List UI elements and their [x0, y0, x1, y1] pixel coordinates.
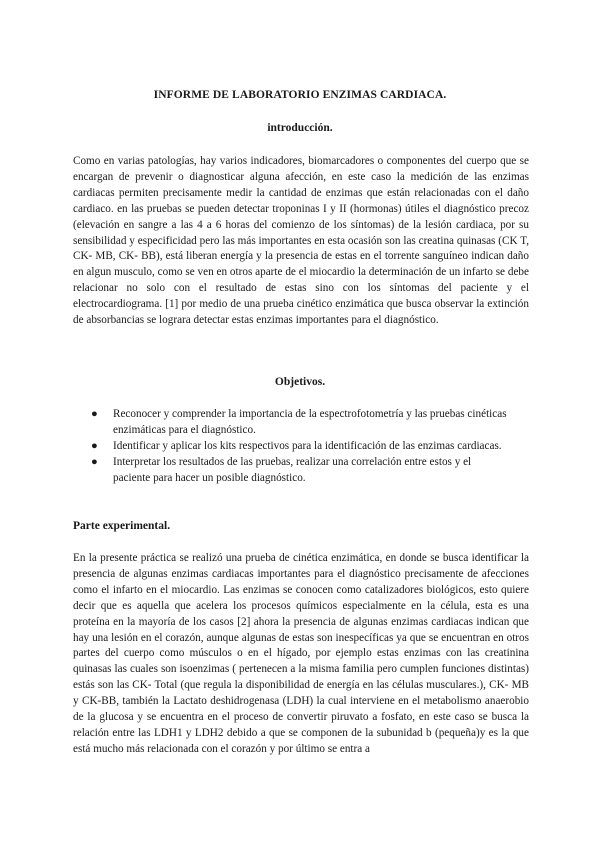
introduction-paragraph: Como en varias patologías, hay varios indicadores, biomarcadores o componentes del cuerpo que se encargan de prevenir o diagnosticar alguna afección, en este caso la medición de las enzimas cardiacas permiten precisamente medir la cantidad de enzimas que están relacionadas con el daño cardiaco. en las pruebas se pueden detectar troponinas I y II (hormonas) útiles el diagnóstico precoz (elevación en sangre a las 4 a 6 horas del comienzo de los síntomas) de la lesión cardiaca, por su sensibilidad y especificidad pero las más importantes en esta ocasión son las creatina quinasas (CK T, CK- MB, CK- BB), está liberan energía y la presencia de estas en el torrente sanguíneo indican daño en algun musculo, como se ven en otros aparte de el miocardio la determinación de un infarto se debe relacionar no solo con el resultado de estas sino con los síntomas del paciente y el electrocardiograma. [1] por medio de una prueba cinético enzimática que busca observar la extinción de absorbancias se lograra detectar estas enzimas importantes para el diagnóstico.	[73, 155, 529, 327]
objectives-list	[91, 407, 511, 487]
objective-text: Reconocer y comprender la importancia de la espectrofotometría y las pruebas cinéticas enzimáticas para el diagnóstico.	[113, 408, 507, 436]
experimental-heading: Parte experimental.	[73, 520, 171, 532]
objective-item	[91, 439, 511, 455]
objectives-heading: Objetivos.	[274, 376, 326, 388]
bullet-icon: ●	[91, 455, 98, 468]
document-title: INFORME DE LABORATORIO ENZIMAS CARDIACA.	[153, 89, 447, 101]
bullet-icon: ●	[91, 439, 98, 452]
bullet-icon: ●	[91, 408, 98, 420]
introduction-heading: introducción.	[267, 122, 333, 134]
objective-text: Identificar y aplicar los kits respectivos para la identificación de las enzimas cardiacas.	[113, 439, 502, 452]
objective-item	[91, 407, 511, 439]
experimental-paragraph: En la presente práctica se realizó una prueba de cinética enzimática, en donde se busca identificar la presencia de algunas enzimas cardiacas importantes para el diagnóstico precisamente de afecciones como el infarto en el miocardio. Las enzimas se conocen como catalizadores biológicos, esto quiere decir que es aquella que acelera los procesos químicos especialmente en la célula, esta es una proteína en la mayoría de los casos [2] ahora la presencia de algunas enzimas cardiacas indican que hay una lesión en el corazón, aunque algunas de estas son inespecíficas ya que se encuentran en otros partes del cuerpo como músculos o en el hígado, por ejemplo estas enzimas con las creatinina quinasas las cuales son isoenzimas ( pertenecen a la misma familia pero cumplen funciones distintas) estás son las CK- Total (que regula la disponibilidad de energía en las células musculares.), CK- MB y CK-BB, también la Lactato deshidrogenasa (LDH) la cual interviene en el metabolismo anaerobio de la glucosa y se encuentra en el proceso de convertir piruvato a fosfato, en este caso se busca la relación entre las LDH1 y LDH2 debido a que se componen de la subunidad b (pequeña)y es la que está mucho más relacionada con el corazón y por último se entra a	[73, 552, 529, 755]
objective-item	[91, 455, 511, 487]
objective-text: Interpretar los resultados de las pruebas, realizar una correlación entre estos y el paciente para hacer un posible diagnóstico.	[113, 455, 472, 484]
